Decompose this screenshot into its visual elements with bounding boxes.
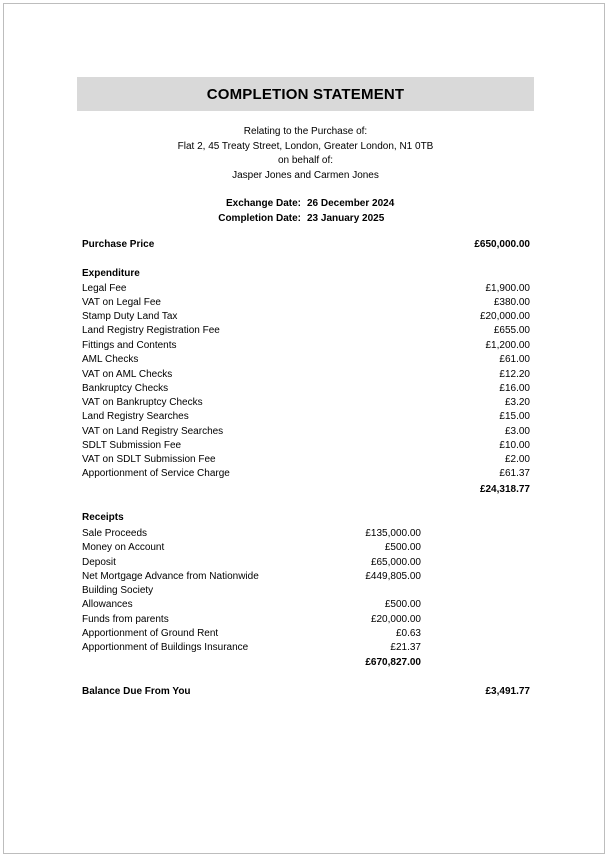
receipts-total-row <box>82 656 530 670</box>
receipts-heading-row <box>82 511 530 525</box>
receipt-row <box>82 541 530 555</box>
expenditure-amount: £15.00 <box>499 411 530 422</box>
receipt-row <box>82 570 530 584</box>
receipt-label: Apportionment of Ground Rent <box>82 628 219 639</box>
balance-row <box>82 685 530 699</box>
expenditure-row <box>82 396 530 410</box>
expenditure-amount: £1,200.00 <box>485 340 530 351</box>
expenditure-label: Fittings and Contents <box>82 340 177 351</box>
balance-label: Balance Due From You <box>82 686 191 697</box>
receipt-row <box>82 641 530 655</box>
exchange-date-row <box>77 197 534 212</box>
receipt-row <box>82 627 530 641</box>
expenditure-total: £24,318.77 <box>479 484 530 495</box>
expenditure-amount: £10.00 <box>499 440 530 451</box>
receipt-amount: £449,805.00 <box>365 571 421 582</box>
dates-block <box>77 197 534 226</box>
property-address: Flat 2, 45 Treaty Street, London, Greater London, N1 0TB <box>177 140 434 152</box>
expenditure-row <box>82 439 530 453</box>
purchase-price-label: Purchase Price <box>82 239 155 250</box>
receipt-label: Sale Proceeds <box>82 528 148 539</box>
expenditure-amount: £16.00 <box>499 383 530 394</box>
receipt-amount: £0.63 <box>395 628 421 639</box>
expenditure-heading: Expenditure <box>82 268 140 279</box>
receipts-total: £670,827.00 <box>365 657 421 668</box>
expenditure-label: Bankruptcy Checks <box>82 383 169 394</box>
expenditure-label: AML Checks <box>82 354 139 365</box>
expenditure-label: VAT on Legal Fee <box>82 297 161 308</box>
expenditure-label: VAT on Land Registry Searches <box>82 426 224 437</box>
client-names: Jasper Jones and Carmen Jones <box>232 169 379 181</box>
behalf-line: on behalf of: <box>277 155 334 166</box>
expenditure-label: Stamp Duty Land Tax <box>82 311 178 322</box>
exchange-date-label: Exchange Date: <box>225 198 301 209</box>
purchase-price-amount: £650,000.00 <box>474 239 530 250</box>
receipt-row <box>82 556 530 570</box>
expenditure-label: SDLT Submission Fee <box>82 440 182 451</box>
expenditure-row <box>82 339 530 353</box>
purchase-price-row <box>82 238 530 252</box>
receipt-amount: £500.00 <box>384 542 421 553</box>
expenditure-label: VAT on AML Checks <box>82 369 173 380</box>
receipts-heading: Receipts <box>82 512 124 523</box>
document-page <box>3 3 605 854</box>
expenditure-label: VAT on Bankruptcy Checks <box>82 397 203 408</box>
statement-header <box>77 125 534 183</box>
receipt-amount: £65,000.00 <box>370 557 421 568</box>
expenditure-heading-row <box>82 267 530 281</box>
expenditure-amount: £380.00 <box>493 297 530 308</box>
expenditure-row <box>82 410 530 424</box>
statement-title: COMPLETION STATEMENT <box>77 77 534 111</box>
receipt-amount: £135,000.00 <box>365 528 421 539</box>
expenditure-row <box>82 353 530 367</box>
expenditure-label: Legal Fee <box>82 283 127 294</box>
expenditure-amount: £1,900.00 <box>485 283 530 294</box>
expenditure-amount: £61.37 <box>499 468 530 479</box>
receipt-row <box>82 527 530 541</box>
completion-date-label: Completion Date: <box>218 212 301 224</box>
expenditure-row <box>82 368 530 382</box>
expenditure-amount: £20,000.00 <box>479 311 530 322</box>
receipt-row <box>82 584 530 598</box>
expenditure-row <box>82 467 530 481</box>
expenditure-total-row <box>82 483 530 497</box>
receipt-label: Deposit <box>82 557 116 568</box>
expenditure-label: Land Registry Registration Fee <box>82 325 220 336</box>
expenditure-amount: £2.00 <box>504 454 530 465</box>
balance-amount: £3,491.77 <box>485 686 530 697</box>
receipt-label: Money on Account <box>82 542 165 553</box>
expenditure-row <box>82 425 530 439</box>
receipt-label: Allowances <box>82 599 133 610</box>
receipt-amount: £20,000.00 <box>370 614 421 625</box>
expenditure-amount: £3.20 <box>504 397 530 408</box>
expenditure-row <box>82 324 530 338</box>
receipt-row <box>82 613 530 627</box>
expenditure-amount: £61.00 <box>499 354 530 365</box>
receipt-amount: £21.37 <box>390 642 421 653</box>
receipt-label: Apportionment of Buildings Insurance <box>82 642 249 653</box>
receipt-row <box>82 598 530 612</box>
receipt-label: Funds from parents <box>82 614 169 625</box>
relating-line: Relating to the Purchase of: <box>243 126 368 137</box>
expenditure-amount: £12.20 <box>499 369 530 380</box>
expenditure-row <box>82 296 530 310</box>
expenditure-label: Land Registry Searches <box>82 411 189 422</box>
expenditure-label: VAT on SDLT Submission Fee <box>82 454 216 465</box>
completion-date-value: 23 January 2025 <box>307 212 385 224</box>
exchange-date-value: 26 December 2024 <box>307 198 395 209</box>
expenditure-amount: £3.00 <box>504 426 530 437</box>
expenditure-row <box>82 382 530 396</box>
expenditure-row <box>82 282 530 296</box>
expenditure-label: Apportionment of Service Charge <box>82 468 230 479</box>
expenditure-amount: £655.00 <box>493 325 530 336</box>
receipt-amount: £500.00 <box>384 599 421 610</box>
expenditure-row <box>82 453 530 467</box>
completion-date-row <box>77 212 534 227</box>
receipt-label: Building Society <box>82 585 154 596</box>
expenditure-row <box>82 310 530 324</box>
receipt-label: Net Mortgage Advance from Nationwide <box>82 571 259 582</box>
